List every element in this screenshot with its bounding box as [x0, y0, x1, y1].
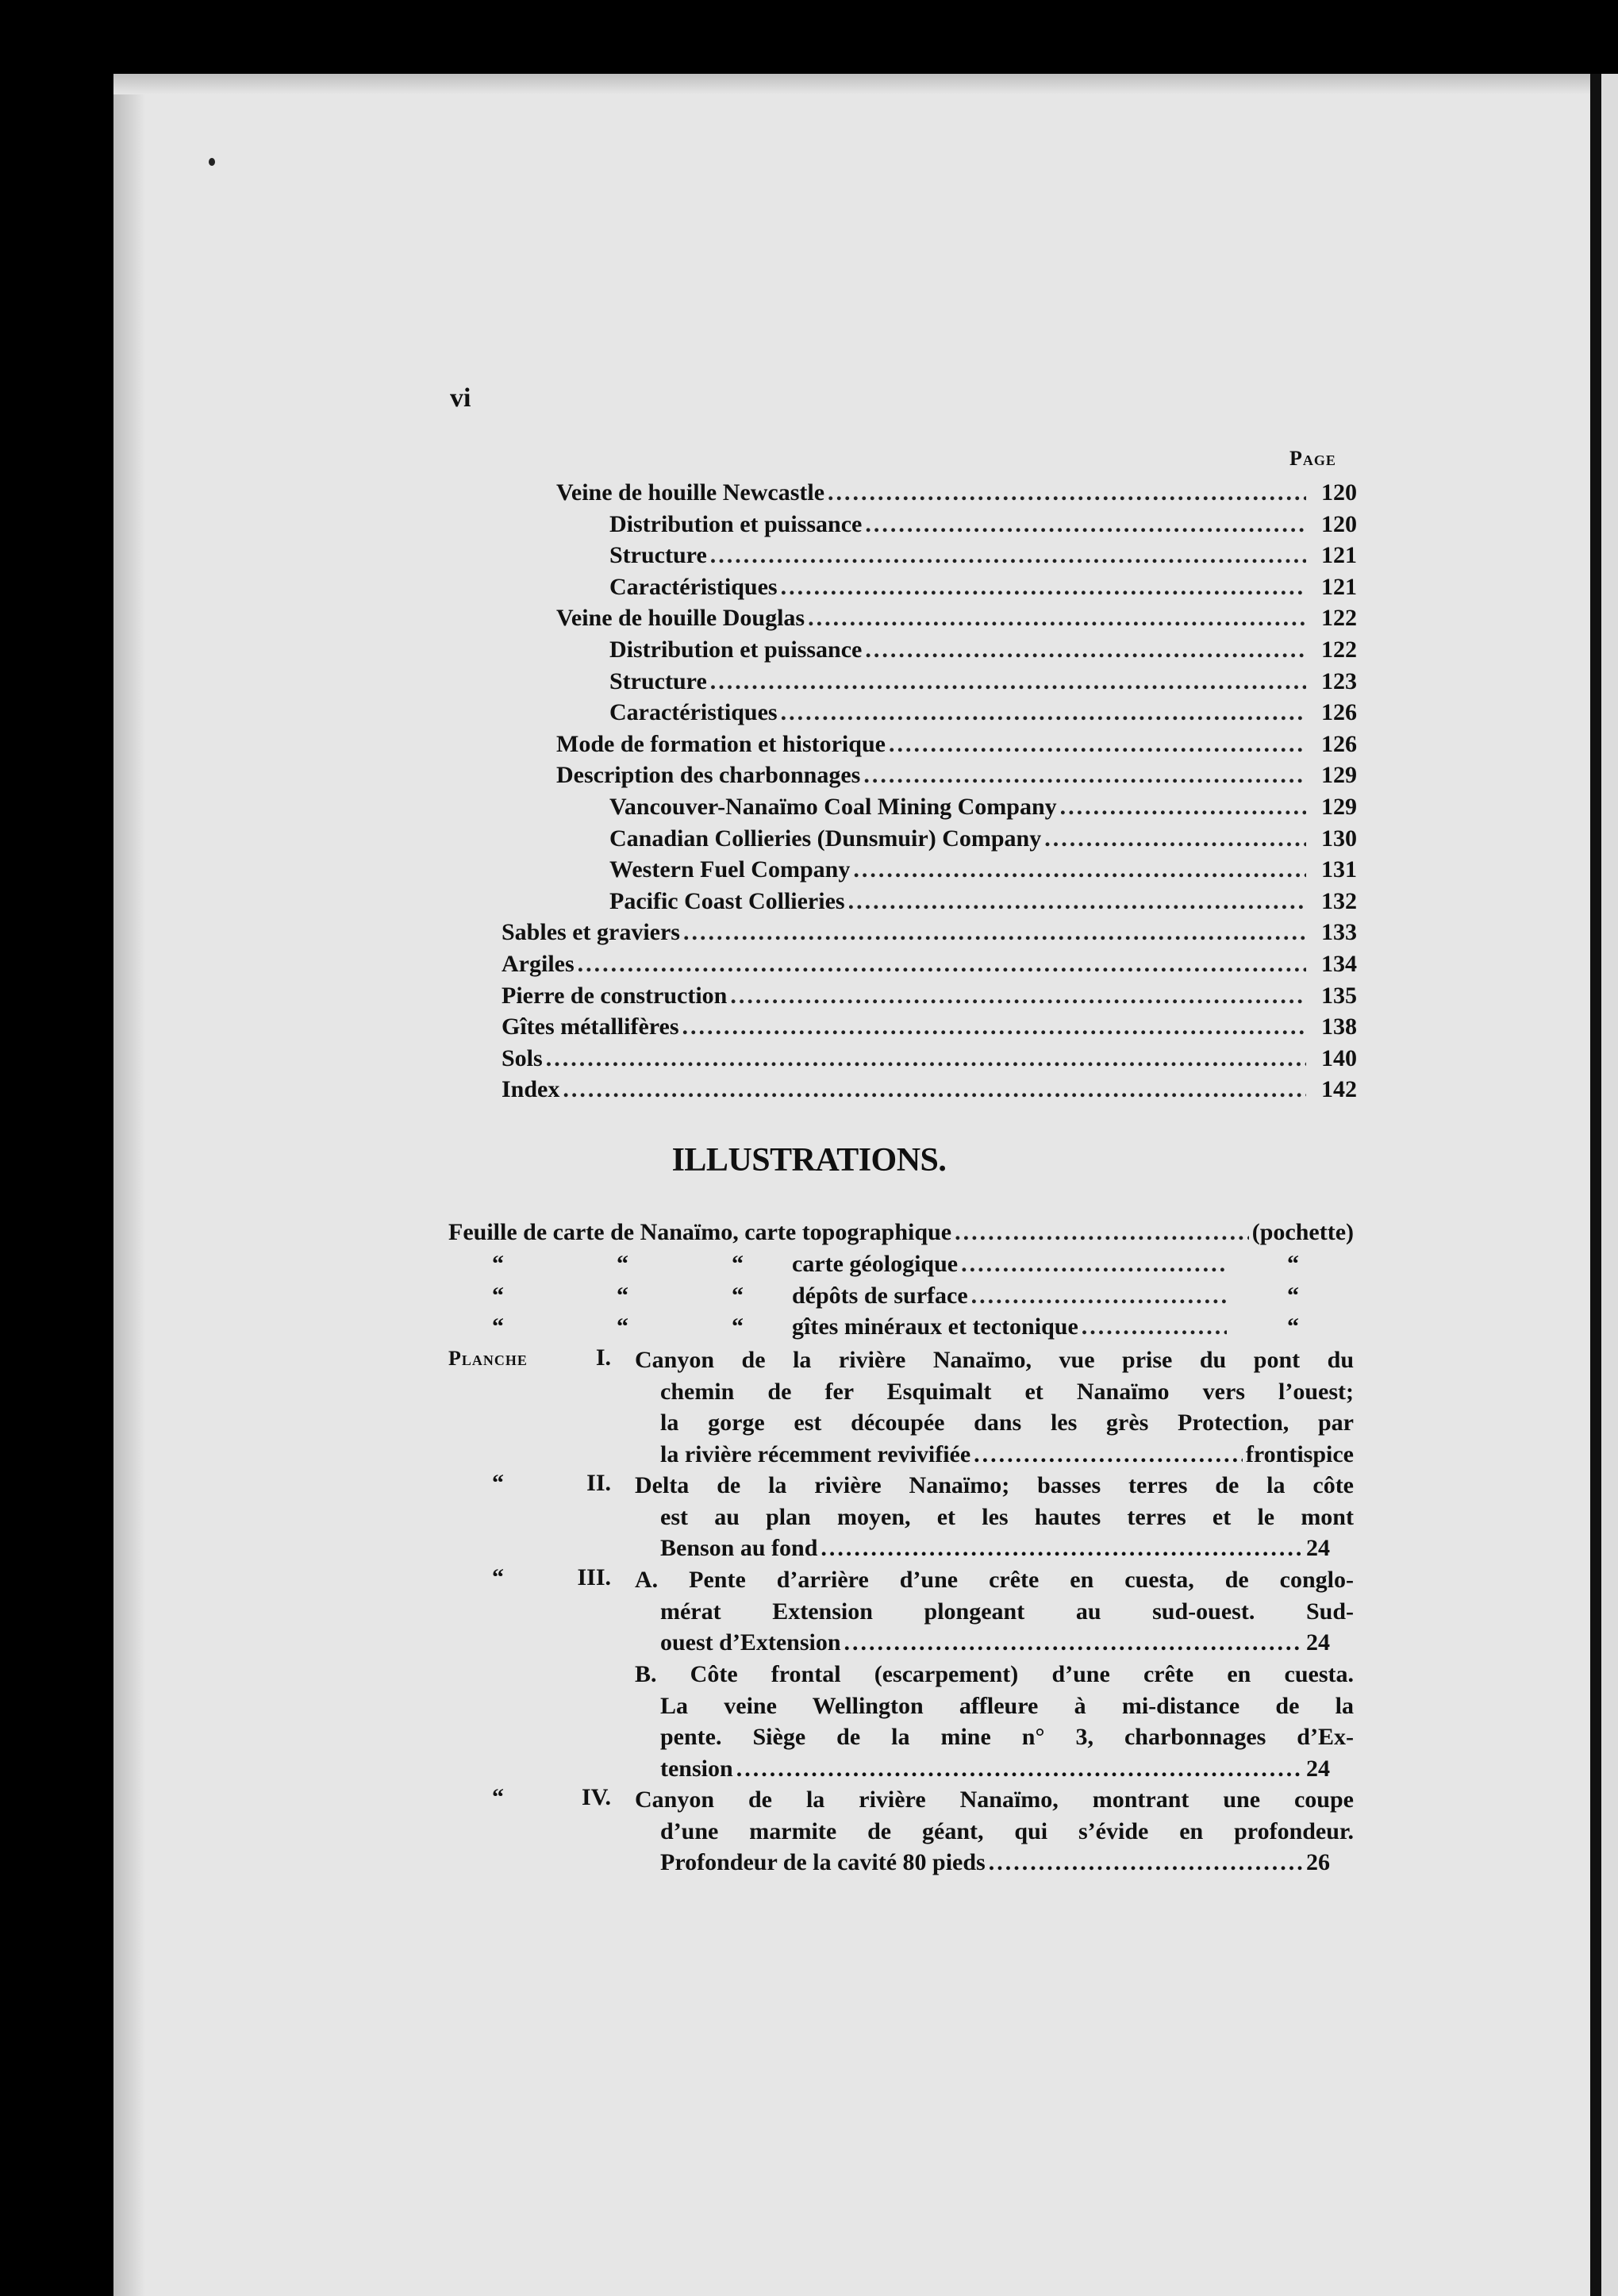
- toc-entry: [556, 731, 1357, 763]
- plate-page: 26: [1306, 1849, 1330, 1875]
- dot-leader: [865, 636, 1306, 663]
- dot-leader: [808, 605, 1306, 632]
- caption-line: Benson au fond: [660, 1535, 818, 1561]
- ditto-mark: “: [617, 1251, 628, 1277]
- map-sheet-row-title: carte géologique: [792, 1251, 959, 1277]
- toc-entry-title: Pierre de construction: [502, 982, 728, 1009]
- toc-entry-page: 129: [1321, 762, 1357, 789]
- ditto-mark: “: [492, 1313, 504, 1340]
- dot-leader: [578, 951, 1306, 978]
- toc-entry: [502, 1045, 1357, 1077]
- toc-entry-page: 130: [1321, 825, 1357, 852]
- caption-line: la rivière récemment revivifiée: [660, 1440, 971, 1467]
- toc-entry: [502, 1076, 1357, 1108]
- dot-leader: [546, 1045, 1306, 1072]
- caption-line: ouest d’Extension: [660, 1629, 841, 1656]
- toc-entry: [556, 479, 1357, 511]
- caption-line: La veine Wellington affleure à mi-distance de la: [660, 1692, 1354, 1719]
- toc-entry-page: 129: [1321, 794, 1357, 820]
- dot-leader: [563, 1076, 1306, 1103]
- toc-entry-title: Sables et graviers: [502, 919, 680, 946]
- toc-entry: [502, 983, 1357, 1014]
- caption-line: mérat Extension plongeant au sud-ouest. Sud-: [660, 1598, 1354, 1625]
- dot-leader: [1060, 794, 1306, 821]
- toc-entry-title: Western Fuel Company: [609, 856, 851, 883]
- map-sheet-row: [792, 1251, 1230, 1283]
- ditto-mark: “: [732, 1251, 744, 1277]
- dot-leader: [971, 1283, 1227, 1310]
- toc-entry-title: Structure: [609, 542, 707, 569]
- plate-number: I.: [595, 1344, 611, 1371]
- toc-entry-page: 140: [1321, 1044, 1357, 1071]
- toc-entry-page: 132: [1321, 887, 1357, 914]
- ditto-mark: “: [492, 1470, 504, 1496]
- toc-entry-page: 138: [1321, 1013, 1357, 1040]
- plate-label: Planche: [448, 1347, 528, 1370]
- dot-leader: [889, 731, 1306, 758]
- dot-leader: [1044, 825, 1306, 852]
- plate-caption: [635, 1784, 1354, 1879]
- toc-entry-page: 134: [1321, 951, 1357, 977]
- dot-leader: [736, 1753, 1303, 1785]
- caption-last-line: [635, 1847, 1354, 1879]
- ditto-mark: “: [492, 1251, 504, 1277]
- toc-entry: [502, 1013, 1357, 1045]
- plate-page: 24: [1306, 1535, 1330, 1561]
- toc-entry-title: Sols: [502, 1044, 543, 1071]
- toc-entry-title: Mode de formation et historique: [556, 730, 886, 757]
- toc-entry: [609, 794, 1357, 825]
- ditto-mark: “: [492, 1784, 504, 1810]
- toc-entry-title: Distribution et puissance: [609, 510, 863, 537]
- plate-caption: [635, 1344, 1354, 1470]
- toc-entry-title: Vancouver-Nanaïmo Coal Mining Company: [609, 794, 1057, 820]
- dot-leader: [821, 1533, 1303, 1564]
- dot-leader: [683, 919, 1306, 946]
- caption-last-line: [635, 1439, 1354, 1471]
- dot-leader: [955, 1219, 1249, 1246]
- caption-last-line: [635, 1753, 1354, 1785]
- caption-line: d’une marmite de géant, qui s’évide en profondeur.: [660, 1817, 1354, 1844]
- caption-line: Canyon de la rivière Nanaïmo, montrant une coupe: [635, 1786, 1354, 1813]
- plate-number: IV.: [582, 1784, 611, 1810]
- caption-line: A. Pente d’arrière d’une crête en cuesta, de conglo-: [635, 1567, 1354, 1593]
- toc-entry: [609, 574, 1357, 606]
- dot-leader: [682, 1013, 1306, 1040]
- dot-leader: [863, 762, 1306, 789]
- dot-leader: [865, 511, 1306, 538]
- toc-entry-page: 121: [1321, 573, 1357, 600]
- caption-line: Profondeur de la cavité 80 pieds: [660, 1849, 986, 1875]
- toc-entry: [609, 856, 1357, 888]
- toc-entry-title: Distribution et puissance: [609, 636, 863, 663]
- toc-entry-title: Description des charbonnages: [556, 762, 861, 789]
- ditto-mark: “: [492, 1564, 504, 1590]
- page-column-header: Page: [1289, 447, 1336, 470]
- toc-entry: [556, 605, 1357, 636]
- toc-entry-page: 123: [1321, 667, 1357, 694]
- caption-line: Canyon de la rivière Nanaïmo, vue prise du pont du: [635, 1347, 1354, 1373]
- plate-number: III.: [577, 1564, 611, 1590]
- caption-last-line: [635, 1533, 1354, 1564]
- map-sheet-entry: [448, 1219, 1354, 1251]
- dot-leader: [730, 983, 1306, 1010]
- caption-line: chemin de fer Esquimalt et Nanaïmo vers l’ouest;: [660, 1378, 1354, 1405]
- dot-leader: [828, 479, 1306, 506]
- toc-entry: [609, 542, 1357, 574]
- ditto-mark: “: [617, 1282, 628, 1309]
- toc-entry-page: 126: [1321, 730, 1357, 757]
- ditto-mark: “: [732, 1313, 744, 1340]
- plate-page: frontispice: [1245, 1440, 1354, 1467]
- toc-entry-page: 122: [1321, 605, 1357, 632]
- dot-leader: [710, 668, 1306, 695]
- dot-leader: [989, 1847, 1303, 1879]
- toc-entry: [502, 919, 1357, 951]
- ditto-mark: “: [1287, 1251, 1299, 1277]
- dot-leader: [781, 574, 1306, 601]
- caption-line: la gorge est découpée dans les grès Protection, par: [660, 1410, 1354, 1436]
- dot-leader: [844, 1627, 1303, 1659]
- ditto-mark: “: [732, 1282, 744, 1309]
- toc-entry: [609, 699, 1357, 731]
- toc-entry-title: Argiles: [502, 951, 575, 977]
- dot-leader: [853, 856, 1306, 883]
- toc-entry: [609, 511, 1357, 543]
- plate-caption: [635, 1564, 1354, 1659]
- toc-entry-page: 133: [1321, 919, 1357, 946]
- toc-entry-title: Pacific Coast Collieries: [609, 887, 845, 914]
- map-sheet-row: [792, 1313, 1230, 1345]
- plate-caption: [635, 1659, 1354, 1784]
- toc-entry-title: Caractéristiques: [609, 573, 778, 600]
- illustrations-heading: ILLUSTRATIONS.: [671, 1142, 947, 1179]
- caption-last-line: [635, 1627, 1354, 1659]
- toc-entry-title: Veine de houille Newcastle: [556, 479, 825, 506]
- dot-leader: [781, 699, 1306, 726]
- toc-entry-page: 126: [1321, 699, 1357, 726]
- page-number: vi: [450, 383, 471, 413]
- toc-entry: [502, 951, 1357, 983]
- caption-line: pente. Siège de la mine n° 3, charbonnages d’Ex-: [660, 1724, 1354, 1750]
- toc-entry-title: Veine de houille Douglas: [556, 605, 805, 632]
- map-sheet-row-title: dépôts de surface: [792, 1282, 968, 1309]
- map-sheet-row: [792, 1283, 1230, 1314]
- map-sheet-title: Feuille de carte de Nanaïmo, carte topographique: [448, 1219, 952, 1245]
- toc-entry-page: 122: [1321, 636, 1357, 663]
- ditto-mark: “: [1287, 1282, 1299, 1309]
- ditto-mark: “: [617, 1313, 628, 1340]
- toc-entry-title: Caractéristiques: [609, 699, 778, 726]
- plate-number: II.: [586, 1470, 611, 1496]
- toc-entry-page: 120: [1321, 510, 1357, 537]
- toc-entry-page: 135: [1321, 982, 1357, 1009]
- dot-leader: [710, 542, 1306, 569]
- dot-leader: [974, 1439, 1243, 1471]
- toc-entry-page: 131: [1321, 856, 1357, 883]
- dot-leader: [1082, 1313, 1227, 1340]
- toc-entry-page: 120: [1321, 479, 1357, 506]
- plate-page: 24: [1306, 1755, 1330, 1782]
- toc-entry: [556, 762, 1357, 794]
- ditto-mark: “: [1287, 1313, 1299, 1340]
- caption-line: Delta de la rivière Nanaïmo; basses terres de la côte: [635, 1472, 1354, 1498]
- plate-caption: [635, 1470, 1354, 1564]
- toc-entry-page: 121: [1321, 542, 1357, 569]
- map-sheet-location: (pochette): [1251, 1219, 1354, 1245]
- toc-entry: [609, 636, 1357, 668]
- dot-leader: [961, 1251, 1227, 1278]
- caption-line: B. Côte frontal (escarpement) d’une crête en cuesta.: [635, 1661, 1354, 1687]
- caption-line: tension: [660, 1755, 733, 1782]
- toc-entry: [609, 668, 1357, 700]
- toc-entry: [609, 888, 1357, 920]
- dot-leader: [848, 888, 1306, 915]
- map-sheet-row-title: gîtes minéraux et tectonique: [792, 1313, 1078, 1340]
- toc-entry-title: Structure: [609, 667, 707, 694]
- toc-entry-title: Canadian Collieries (Dunsmuir) Company: [609, 825, 1042, 852]
- caption-line: est au plan moyen, et les hautes terres et le mont: [660, 1503, 1354, 1530]
- toc-entry: [609, 825, 1357, 857]
- plate-page: 24: [1306, 1629, 1330, 1656]
- ditto-mark: “: [492, 1282, 504, 1309]
- toc-entry-title: Gîtes métallifères: [502, 1013, 679, 1040]
- toc-entry-page: 142: [1321, 1076, 1357, 1103]
- toc-entry-title: Index: [502, 1076, 560, 1103]
